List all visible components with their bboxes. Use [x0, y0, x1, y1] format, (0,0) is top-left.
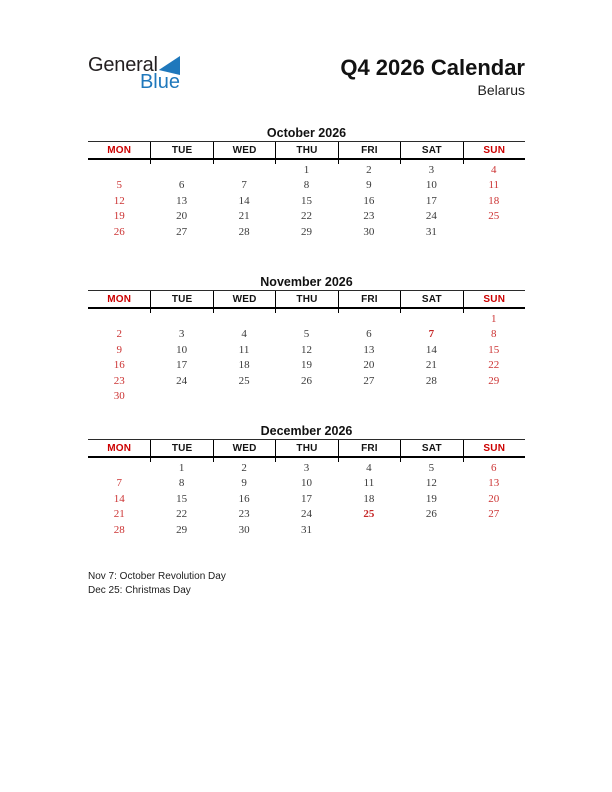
date-december-2026-3: 3: [303, 461, 310, 474]
weekday-header-sun: SUN: [463, 142, 525, 158]
date-october-2026-26: 26: [113, 225, 125, 238]
date-december-2026-13: 13: [488, 477, 500, 490]
date-november-2026-15: 15: [488, 343, 500, 356]
month-title: October 2026: [266, 126, 347, 140]
date-october-2026-8: 8: [303, 179, 310, 192]
week-row: [88, 162, 525, 178]
holiday-note: Nov 7: October Revolution Day: [88, 571, 226, 582]
date-october-2026-28: 28: [238, 225, 250, 238]
date-cell-empty: [150, 311, 212, 327]
date-cell-empty: [400, 522, 462, 538]
week-row: [88, 389, 525, 405]
date-october-2026-16: 16: [363, 194, 375, 207]
logo-text-blue: Blue: [139, 71, 180, 93]
date-december-2026-21: 21: [113, 508, 125, 521]
date-cell-empty: [338, 522, 400, 538]
week-row: [88, 460, 525, 476]
date-november-2026-21: 21: [425, 359, 437, 372]
date-october-2026-10: 10: [425, 179, 437, 192]
weekday-header-row: [88, 141, 525, 160]
date-november-2026-13: 13: [363, 343, 375, 356]
weekday-header-tue: TUE: [150, 291, 212, 307]
date-cell-empty: [400, 389, 462, 405]
date-october-2026-13: 13: [176, 194, 188, 207]
date-october-2026-25: 25: [488, 210, 500, 223]
page-title: Q4 2026 Calendar: [340, 55, 525, 80]
date-october-2026-19: 19: [113, 210, 125, 223]
date-november-2026-22: 22: [488, 359, 500, 372]
weeks-grid: [88, 458, 525, 538]
weeks-grid: [88, 160, 525, 240]
date-october-2026-5: 5: [116, 179, 122, 192]
date-november-2026-24: 24: [176, 374, 188, 387]
date-november-2026-19: 19: [300, 359, 312, 372]
date-december-2026-20: 20: [488, 492, 500, 505]
date-december-2026-25: 25: [363, 508, 375, 521]
date-cell-empty: [213, 389, 275, 405]
weekday-header-wed: WED: [213, 142, 275, 158]
date-november-2026-20: 20: [363, 359, 375, 372]
weekday-header-mon: MON: [107, 144, 132, 156]
date-december-2026-19: 19: [425, 492, 437, 505]
date-october-2026-7: 7: [241, 179, 247, 192]
date-cell-empty: [463, 389, 525, 405]
date-october-2026-24: 24: [425, 210, 437, 223]
date-december-2026-24: 24: [300, 508, 312, 521]
month-october-2026: [88, 126, 525, 275]
weekday-header-sat: SAT: [400, 291, 462, 307]
date-november-2026-23: 23: [113, 374, 125, 387]
week-row: [88, 507, 525, 523]
date-december-2026-2: 2: [241, 461, 247, 474]
date-november-2026-25: 25: [238, 374, 250, 387]
date-cell-empty: [150, 389, 212, 405]
date-october-2026-22: 22: [300, 210, 312, 223]
date-december-2026-22: 22: [176, 508, 188, 521]
date-november-2026-5: 5: [303, 328, 310, 341]
date-october-2026-23: 23: [363, 210, 375, 223]
date-december-2026-27: 27: [488, 508, 500, 521]
date-cell-empty: [275, 311, 337, 327]
date-november-2026-8: 8: [491, 328, 497, 341]
date-october-2026-15: 15: [300, 194, 312, 207]
page-subtitle: Belarus: [477, 82, 525, 98]
title-block: [340, 56, 525, 98]
weekday-header-tue: TUE: [150, 142, 212, 158]
weekday-header-row: [88, 439, 525, 458]
date-november-2026-30: 30: [113, 390, 125, 403]
weekday-header-mon: MON: [107, 442, 132, 454]
date-cell-empty: [400, 311, 462, 327]
weekday-header-tue: TUE: [150, 440, 212, 456]
date-november-2026-7: 7: [428, 328, 435, 341]
date-december-2026-26: 26: [425, 508, 437, 521]
date-november-2026-26: 26: [300, 374, 312, 387]
general-blue-logo: [88, 55, 180, 91]
date-october-2026-12: 12: [113, 194, 125, 207]
month-november-2026: [88, 275, 525, 424]
weekday-header-mon: MON: [107, 293, 132, 305]
date-november-2026-2: 2: [116, 328, 122, 341]
logo-text-general: General: [88, 54, 158, 76]
week-row: [88, 342, 525, 358]
weekday-header-thu: THU: [275, 440, 337, 456]
date-october-2026-4: 4: [491, 163, 497, 176]
date-october-2026-9: 9: [366, 179, 372, 192]
week-row: [88, 358, 525, 374]
date-december-2026-7: 7: [116, 477, 122, 490]
date-december-2026-8: 8: [178, 477, 185, 490]
date-october-2026-1: 1: [303, 163, 310, 176]
date-cell-empty: [463, 224, 525, 240]
weekday-header-wed: WED: [213, 291, 275, 307]
week-row: [88, 522, 525, 538]
date-december-2026-23: 23: [238, 508, 250, 521]
week-row: [88, 193, 525, 209]
date-october-2026-29: 29: [300, 225, 312, 238]
date-december-2026-1: 1: [178, 461, 185, 474]
date-november-2026-14: 14: [425, 343, 437, 356]
date-cell-empty: [338, 389, 400, 405]
date-december-2026-18: 18: [363, 492, 375, 505]
months-container: [88, 126, 525, 573]
date-december-2026-11: 11: [363, 477, 375, 490]
date-december-2026-30: 30: [238, 523, 250, 536]
month-title: November 2026: [260, 275, 353, 289]
date-october-2026-3: 3: [428, 163, 435, 176]
date-october-2026-27: 27: [176, 225, 188, 238]
week-row: [88, 373, 525, 389]
weekday-header-row: [88, 290, 525, 309]
date-november-2026-9: 9: [116, 343, 122, 356]
week-row: [88, 178, 525, 194]
holiday-notes: [88, 570, 226, 597]
date-november-2026-11: 11: [238, 343, 250, 356]
date-october-2026-14: 14: [238, 194, 250, 207]
date-december-2026-28: 28: [113, 523, 125, 536]
date-october-2026-17: 17: [425, 194, 437, 207]
date-october-2026-21: 21: [238, 210, 250, 223]
weekday-header-sat: SAT: [400, 440, 462, 456]
weekday-header-sat: SAT: [400, 142, 462, 158]
date-november-2026-4: 4: [241, 328, 247, 341]
holiday-note: Dec 25: Christmas Day: [88, 584, 191, 596]
weekday-header-thu: THU: [275, 291, 337, 307]
weekday-header-sun: SUN: [463, 440, 525, 456]
date-october-2026-20: 20: [176, 210, 188, 223]
weekday-header-fri: FRI: [338, 440, 400, 456]
date-november-2026-1: 1: [491, 312, 497, 325]
date-cell-empty: [88, 460, 150, 476]
date-cell-empty: [150, 162, 212, 178]
date-october-2026-6: 6: [178, 179, 185, 192]
date-november-2026-6: 6: [366, 328, 372, 341]
week-row: [88, 311, 525, 327]
date-cell-empty: [213, 311, 275, 327]
date-december-2026-14: 14: [113, 492, 125, 505]
date-cell-empty: [275, 389, 337, 405]
month-title: December 2026: [260, 424, 353, 438]
date-october-2026-30: 30: [363, 225, 375, 238]
weekday-header-wed: WED: [213, 440, 275, 456]
date-october-2026-18: 18: [488, 194, 500, 207]
weeks-grid: [88, 309, 525, 404]
date-november-2026-27: 27: [363, 374, 375, 387]
date-october-2026-2: 2: [366, 163, 372, 176]
week-row: [88, 224, 525, 240]
date-cell-empty: [213, 162, 275, 178]
week-row: [88, 491, 525, 507]
weekday-header-fri: FRI: [338, 142, 400, 158]
week-row: [88, 209, 525, 225]
date-cell-empty: [463, 522, 525, 538]
date-december-2026-4: 4: [366, 461, 372, 474]
weekday-header-sun: SUN: [463, 291, 525, 307]
date-december-2026-6: 6: [491, 461, 497, 474]
date-november-2026-18: 18: [238, 359, 250, 372]
week-row: [88, 327, 525, 343]
weekday-header-thu: THU: [275, 142, 337, 158]
date-december-2026-15: 15: [176, 492, 188, 505]
month-december-2026: [88, 424, 525, 573]
date-november-2026-17: 17: [176, 359, 188, 372]
date-december-2026-29: 29: [176, 523, 188, 536]
date-november-2026-3: 3: [178, 328, 185, 341]
date-november-2026-28: 28: [425, 374, 437, 387]
date-december-2026-9: 9: [241, 477, 247, 490]
date-december-2026-5: 5: [428, 461, 435, 474]
date-october-2026-11: 11: [488, 179, 500, 192]
week-row: [88, 476, 525, 492]
date-november-2026-29: 29: [488, 374, 500, 387]
weekday-header-fri: FRI: [338, 291, 400, 307]
date-december-2026-10: 10: [300, 477, 312, 490]
date-december-2026-17: 17: [300, 492, 312, 505]
date-cell-empty: [88, 162, 150, 178]
date-november-2026-10: 10: [176, 343, 188, 356]
date-december-2026-16: 16: [238, 492, 250, 505]
date-december-2026-31: 31: [300, 523, 312, 536]
date-november-2026-12: 12: [300, 343, 312, 356]
date-cell-empty: [338, 311, 400, 327]
date-cell-empty: [88, 311, 150, 327]
date-december-2026-12: 12: [425, 477, 437, 490]
date-october-2026-31: 31: [425, 225, 437, 238]
date-november-2026-16: 16: [113, 359, 125, 372]
